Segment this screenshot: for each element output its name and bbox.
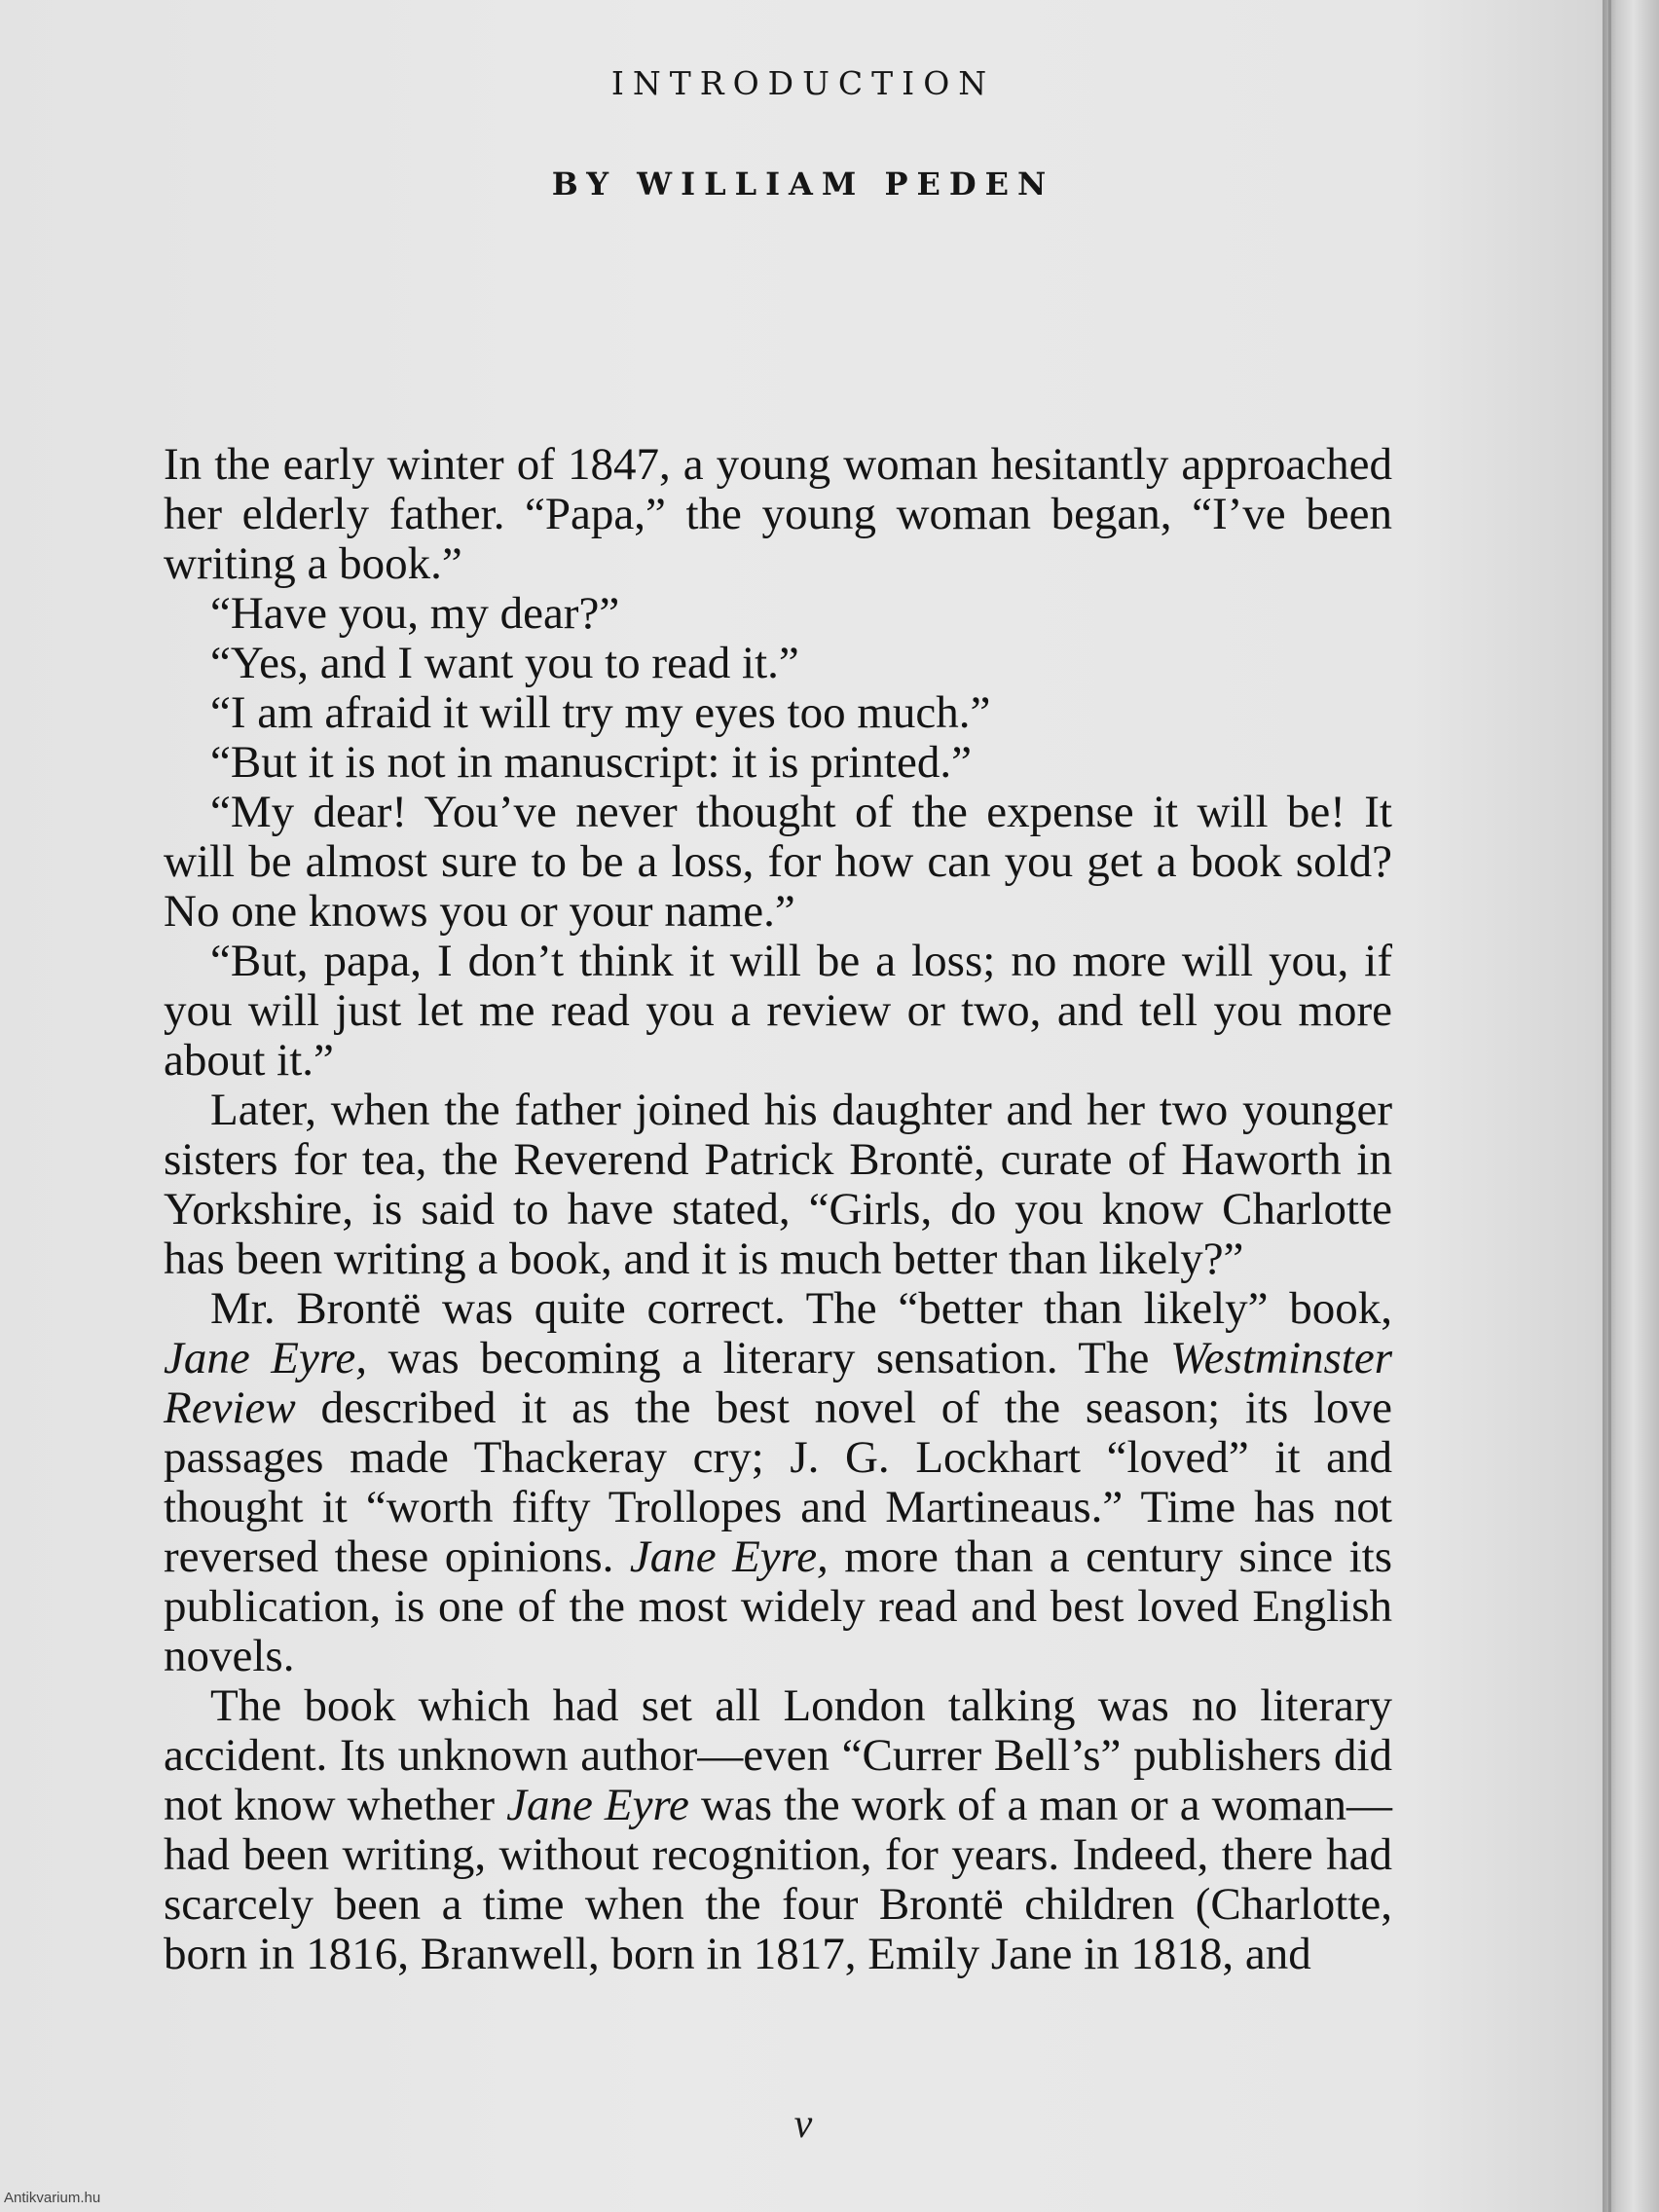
p10-text-c: was the work of a man or a woman—had been writing, without recognition, for years. Indeed, there had scarcely been a time when the four Brontë children (Charlotte, born in 1816, Branwell, born in 1817, Emily Jane in 1818, and [164, 1780, 1392, 1979]
p9-text-a: Mr. Brontë was quite correct. The “better than likely” book, [210, 1283, 1392, 1334]
paragraph-10 [164, 1681, 1392, 1979]
paragraph-1: In the early winter of 1847, a young woman hesitantly approached her elderly father. “Papa,” the young woman began, “I’ve been writing a book.” [164, 439, 1392, 589]
p9-text-g: more than a century since its publication, is one of the most widely read and best loved English novels. [164, 1531, 1392, 1681]
page-number: v [793, 2102, 813, 2147]
p9-text-e: described it as the best novel of the season; its love passages made Thackeray cry; J. G. Lockhart “loved” it and thought it “worth fifty Trollopes and Martineaus.” Time has not reversed these opinions. [164, 1382, 1392, 1582]
paragraph-4: “I am afraid it will try my eyes too much.” [210, 687, 991, 738]
chapter-title: INTRODUCTION [610, 64, 996, 102]
paragraph-7: “But, papa, I don’t think it will be a loss; no more will you, if you will just let me read you a review or two, and tell you more about it.” [164, 936, 1392, 1086]
paragraph-6: “My dear! You’ve never thought of the expense it will be! It will be almost sure to be a loss, for how can you get a book sold? No one knows you or your name.” [164, 787, 1392, 937]
paragraph-2: “Have you, my dear?” [210, 588, 620, 639]
author-byline: BY WILLIAM PEDEN [551, 166, 1055, 203]
paragraph-9 [164, 1284, 1392, 1681]
p9-title-westminster-review: Westminster Review [164, 1333, 1392, 1433]
p9-title-jane-eyre-2: Jane Eyre, [629, 1531, 829, 1582]
p9-text-c: was becoming a literary sensation. The [367, 1333, 1170, 1383]
page-edge-stack [1603, 0, 1659, 2212]
body-text [164, 440, 1392, 1979]
p9-title-jane-eyre: Jane Eyre, [164, 1333, 368, 1383]
paragraph-5: “But it is not in manuscript: it is printed.” [210, 737, 972, 788]
paragraph-8: Later, when the father joined his daughter and her two younger sisters for tea, the Reverend Patrick Brontë, curate of Haworth in Yorkshire, is said to have stated, “Girls, do you know Charlotte has been writing a book, and it is much better than likely?” [164, 1085, 1392, 1284]
p10-text-a: The book which had set all London talking was no literary accident. Its unknown author—even “Currer Bell’s” publishers did not know whether [164, 1680, 1392, 1830]
watermark: Antikvarium.hu [4, 2190, 101, 2206]
paragraph-3: “Yes, and I want you to read it.” [210, 638, 799, 688]
p10-title-jane-eyre: Jane Eyre [506, 1780, 689, 1830]
